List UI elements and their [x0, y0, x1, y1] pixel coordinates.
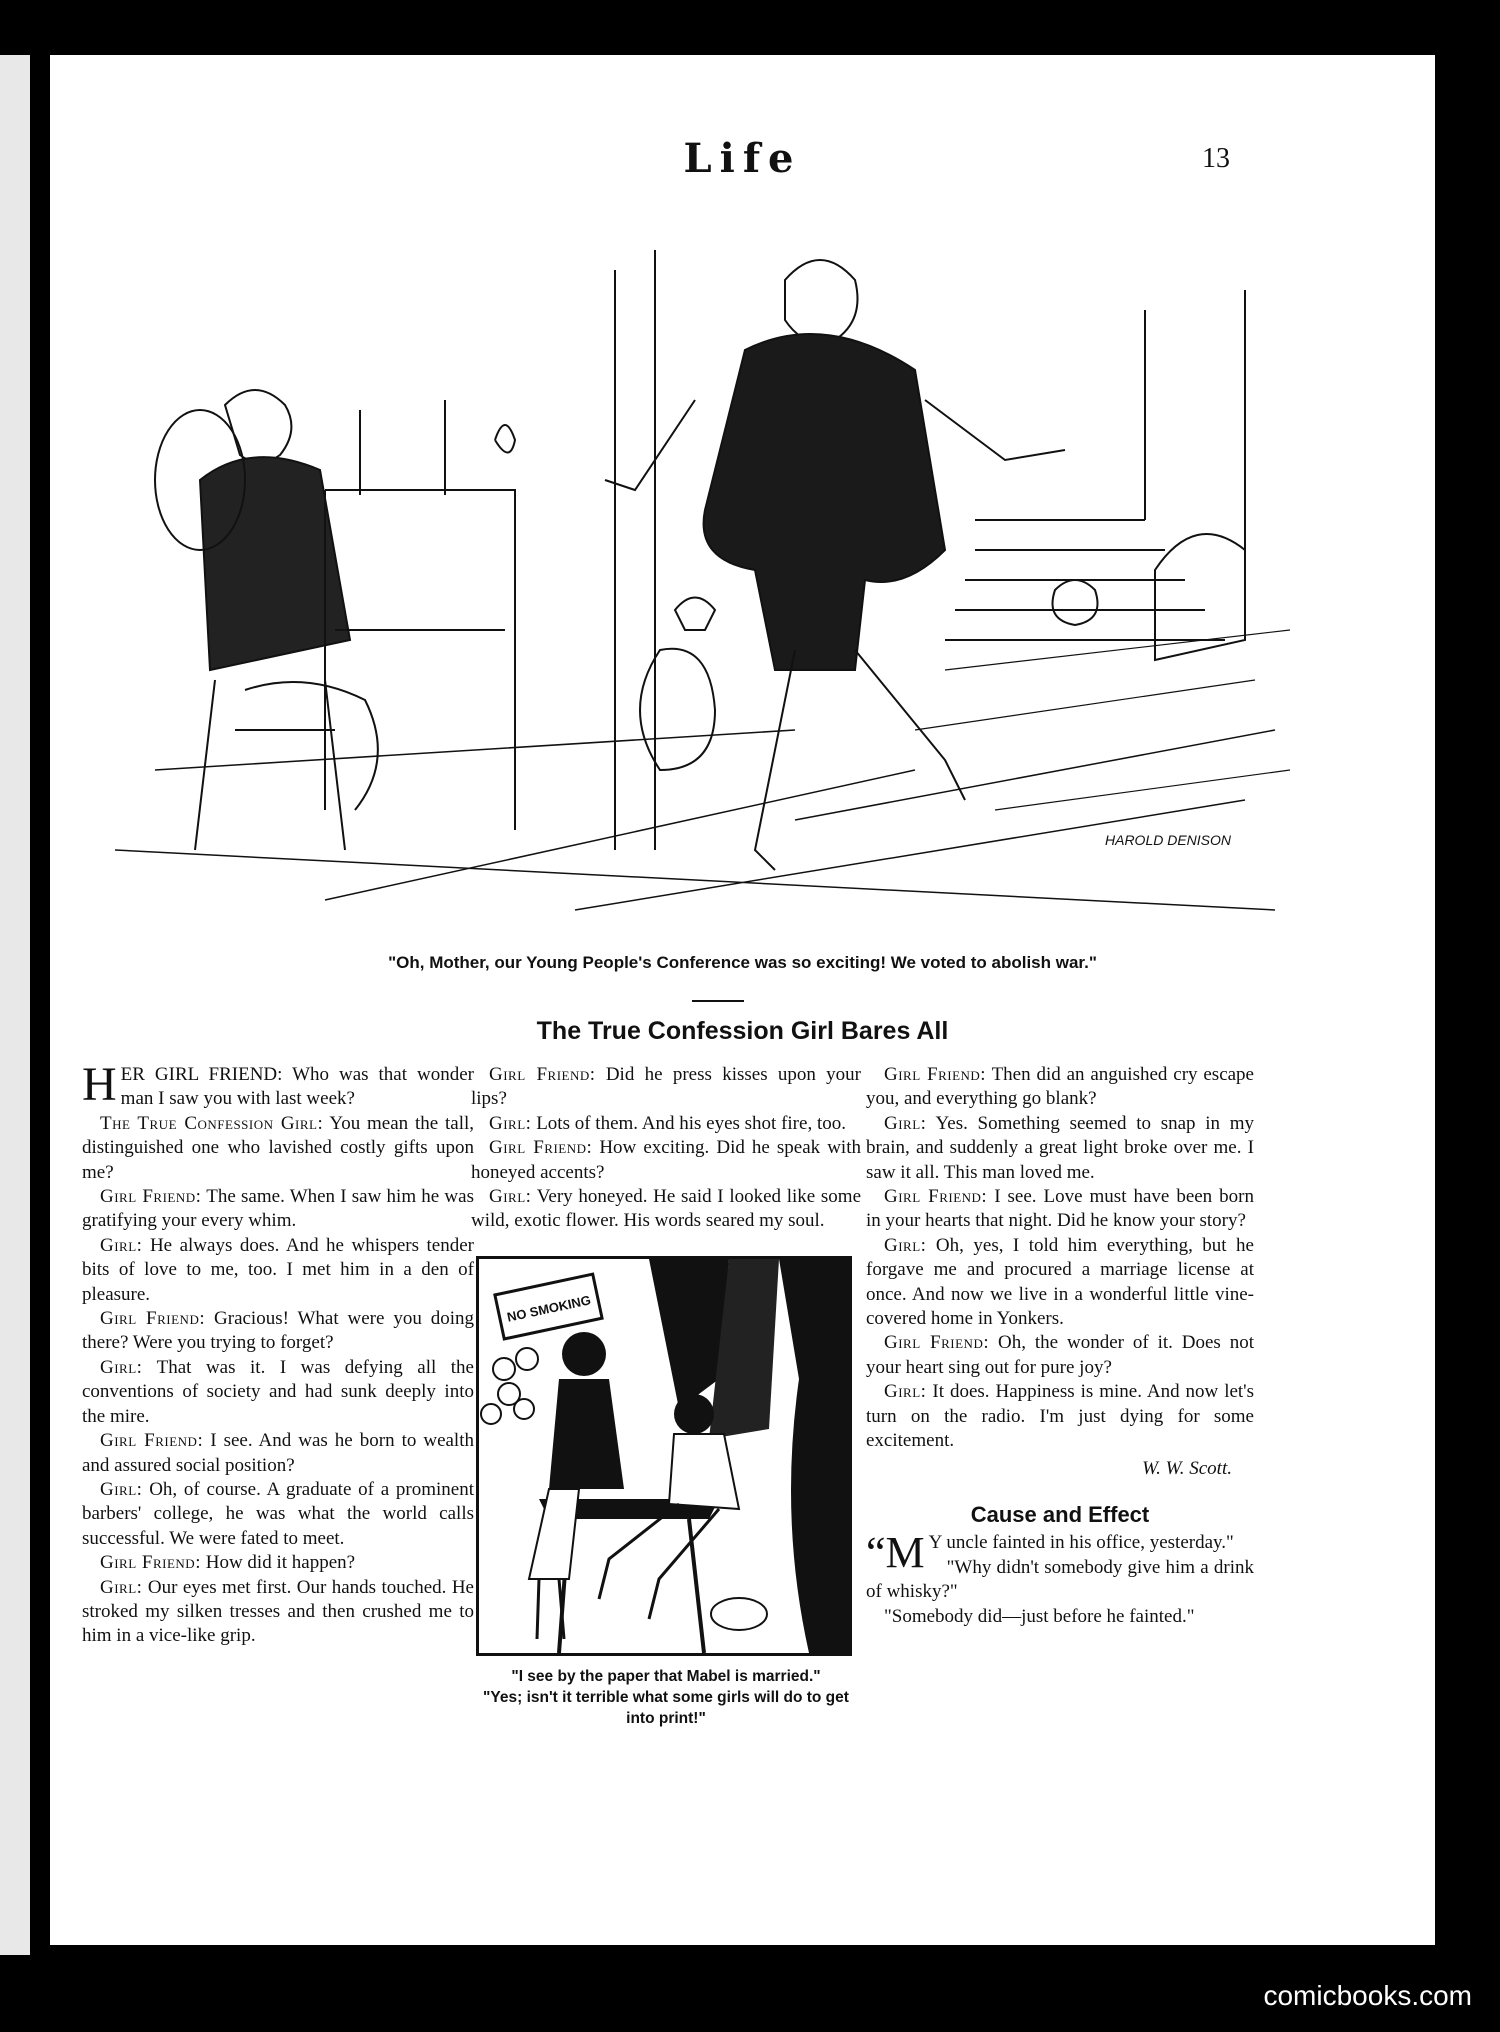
masthead: Life [683, 135, 802, 182]
paragraph-text: Y uncle fainted in his office, yesterday." [928, 1532, 1234, 1554]
speaker-label: Girl Friend: [489, 1064, 596, 1085]
no-smoking-sign: NO SMOKING [505, 1292, 593, 1325]
speaker-label: Girl: [884, 1381, 927, 1403]
speaker-label: Girl Friend: [100, 1552, 201, 1574]
paragraph-text: I see. Love must have been born in your hearts that night. Did he know your story? [866, 1186, 1254, 1232]
paragraph-text: Oh, yes, I told him everything, but he forgave me and procured a marriage license at once. And now we live in a wonderful little vine-covered home in Yonkers. [866, 1234, 1254, 1330]
paragraph [82, 1356, 474, 1429]
speaker-label: Girl Friend: [489, 1137, 593, 1159]
paragraph-text: Gracious! What were you doing there? Were you trying to forget? [82, 1308, 474, 1354]
section-divider [692, 1000, 744, 1002]
paragraph-text: Yes. Something seemed to snap in my brain, and suddenly a great light broke over me. I saw it all. This man loved me. [866, 1112, 1254, 1183]
speaker-label: Girl: [100, 1576, 143, 1598]
paragraph [82, 1112, 474, 1185]
paragraph [471, 1063, 861, 1112]
paragraph [82, 1478, 474, 1551]
paragraph [471, 1185, 861, 1234]
article-column-1 [82, 1058, 474, 1649]
paragraph-text: Who was that wonder man I saw you with last week? [120, 1064, 474, 1110]
paragraph [866, 1331, 1254, 1380]
watermark: comicbooks.com [1263, 1980, 1472, 2011]
paragraph-text: Then did an anguished cry escape you, and everything go blank? [866, 1064, 1254, 1110]
paragraph [866, 1063, 1254, 1112]
speaker-label: Girl: [489, 1186, 532, 1208]
speaker-label: Girl: [489, 1112, 532, 1134]
speaker-label: ER GIRL FRIEND: [120, 1064, 283, 1085]
speaker-label: Girl: [100, 1356, 143, 1378]
page-number: 13 [1202, 143, 1230, 174]
paragraph [866, 1185, 1254, 1234]
second-cartoon-caption [471, 1666, 861, 1729]
speaker-label: Girl Friend: [100, 1186, 202, 1208]
caption-line: "I see by the paper that Mabel is married." [511, 1667, 821, 1685]
paragraph-text: How did it happen? [200, 1552, 356, 1574]
paragraph: "Somebody did—just before he fainted." [884, 1605, 1195, 1627]
article-column-2 [471, 1063, 861, 1729]
article-column-3 [866, 1063, 1254, 1629]
speaker-label: Girl: [100, 1234, 143, 1256]
paragraph-text: That was it. I was defying all the conventions of society and had sunk deeply into the mire. [82, 1356, 474, 1427]
paragraph-text: Very honeyed. He said I looked like some wild, exotic flower. His words seared my soul. [471, 1186, 861, 1232]
paragraph [82, 1058, 474, 1112]
drop-cap: H [82, 1058, 117, 1111]
speaker-label: Girl Friend: [100, 1308, 206, 1330]
paragraph [82, 1576, 474, 1649]
paragraph-text: You mean the tall, distinguished one who lavished costly gifts upon me? [82, 1112, 474, 1183]
drop-cap [866, 1528, 925, 1578]
paragraph [866, 1234, 1254, 1332]
illustrator-signature: HAROLD DENISON [1105, 832, 1232, 848]
paragraph-text: Oh, of course. A graduate of a prominent barbers' college, he was what the world calls successful. We were fated to meet. [82, 1478, 474, 1549]
paragraph [82, 1307, 474, 1356]
paragraph [866, 1112, 1254, 1185]
paragraph-text: I see. And was he born to wealth and assured social position? [82, 1430, 474, 1476]
drop-cap-letter: M [885, 1528, 925, 1578]
top-cartoon-illustration [95, 210, 1290, 930]
magazine-page [50, 55, 1435, 1945]
paragraph-text: Lots of them. And his eyes shot fire, too. [531, 1112, 846, 1134]
paragraph [82, 1429, 474, 1478]
paragraph [866, 1380, 1254, 1453]
paragraph [471, 1112, 861, 1136]
paragraph-text: Did he press kisses upon your lips? [471, 1064, 862, 1110]
speaker-label: Girl: [884, 1234, 927, 1256]
paragraph [82, 1551, 474, 1575]
paragraph [471, 1136, 861, 1185]
quote-mark: “ [866, 1528, 886, 1578]
second-cartoon [476, 1256, 852, 1656]
speaker-label: Girl Friend: [884, 1332, 990, 1354]
speaker-label: Girl Friend: [100, 1430, 204, 1452]
paragraph-text: He always does. And he whispers tender bits of love to me, too. I met him in a den of pleasure. [82, 1234, 474, 1305]
speaker-label: Girl: [100, 1478, 143, 1500]
cause-and-effect-title: Cause and Effect [970, 1501, 1150, 1527]
paragraph [82, 1185, 474, 1234]
left-page-edge [0, 55, 30, 1955]
paragraph-text: The same. When I saw him he was gratifying your every whim. [82, 1186, 474, 1232]
speaker-label: The True Confession Girl: [100, 1112, 324, 1134]
speaker-label: Girl Friend: [884, 1064, 987, 1085]
speaker-label: Girl: [884, 1112, 927, 1134]
paragraph [866, 1528, 1254, 1578]
caption-line: "Yes; isn't it terrible what some girls will do to get into print!" [483, 1688, 849, 1727]
paragraph-text: It does. Happiness is mine. And now let's turn on the radio. I'm just dying for some excitement. [866, 1381, 1254, 1452]
second-cartoon-illustration [479, 1259, 849, 1653]
top-cartoon-caption: "Oh, Mother, our Young People's Conference was so exciting! We voted to abolish war." [388, 953, 1097, 972]
article-title: The True Confession Girl Bares All [536, 1017, 949, 1045]
paragraph-text: Oh, the wonder of it. Does not your heart sing out for pure joy? [866, 1332, 1254, 1378]
author-signature: W. W. Scott. [1142, 1457, 1232, 1479]
paragraph-text: How exciting. Did he speak with honeyed accents? [471, 1137, 861, 1183]
paragraph-text: Our eyes met first. Our hands touched. He stroked my silken tresses and then crushed me to him in a vice-like grip. [82, 1576, 474, 1647]
speaker-label: Girl Friend: [884, 1186, 988, 1208]
paragraph: "Why didn't somebody give him a drink of whisky?" [866, 1556, 1254, 1603]
paragraph [82, 1234, 474, 1307]
